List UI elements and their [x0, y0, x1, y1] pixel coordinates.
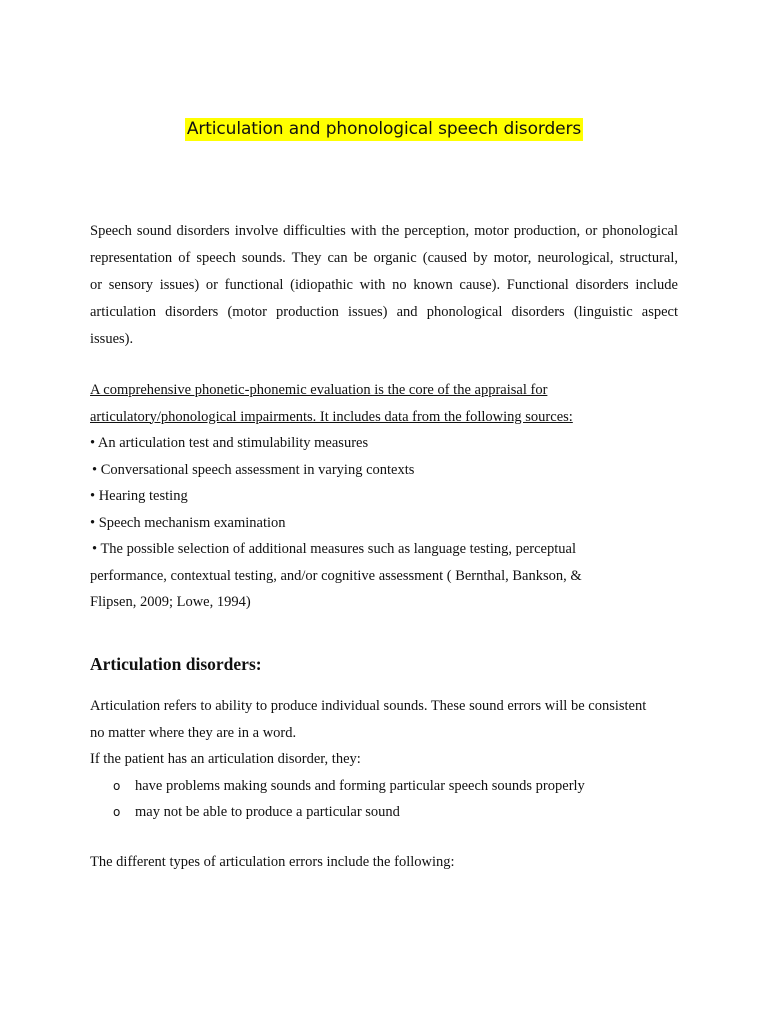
source-item: • Conversational speech assessment in varying contexts	[92, 461, 415, 478]
articulation-section	[90, 693, 690, 826]
list-item-text: have problems making sounds and forming particular speech sounds properly	[135, 777, 585, 794]
articulation-lead: If the patient has an articulation disorder, they:	[90, 751, 361, 767]
source-item: • Speech mechanism examination	[90, 514, 286, 531]
source-item-continuation: Flipsen, 2009; Lowe, 1994)	[90, 594, 251, 610]
evaluation-section	[90, 377, 690, 616]
list-item-text: may not be able to produce a particular sound	[135, 804, 400, 820]
intro-line: or sensory issues) or functional (idiopathic with no known cause). Functional disorders include	[90, 277, 678, 293]
intro-line: articulation disorders (motor production issues) and phonological disorders (linguistic aspect	[90, 304, 678, 320]
source-item: • The possible selection of additional measures such as language testing, perceptual	[92, 541, 576, 557]
definition-line: no matter where they are in a word.	[90, 724, 297, 741]
intro-line: Speech sound disorders involve difficulties with the perception, motor production, or phonological	[90, 223, 678, 239]
articulation-heading: Articulation disorders:	[90, 654, 262, 674]
source-item-continuation: performance, contextual testing, and/or cognitive assessment ( Bernthal, Bankson, &	[90, 567, 582, 584]
intro-paragraph	[90, 218, 678, 353]
circle-bullet-icon: o	[113, 805, 121, 819]
circle-bullet-icon: o	[113, 778, 121, 793]
articulation-symptom-list	[90, 773, 690, 826]
list-item	[90, 799, 690, 826]
evaluation-heading-line: articulatory/phonological impairments. It includes data from the following sources:	[90, 408, 573, 425]
document-title: Articulation and phonological speech disorders	[186, 119, 582, 139]
definition-line: Articulation refers to ability to produce individual sounds. These sound errors will be consistent	[90, 698, 647, 714]
list-item	[90, 773, 690, 800]
source-item: • Hearing testing	[90, 488, 188, 504]
evaluation-heading-line: A comprehensive phonetic-phonemic evaluation is the core of the appraisal for	[90, 382, 548, 398]
title-container	[0, 118, 768, 141]
intro-line: representation of speech sounds. They can be organic (caused by motor, neurological, structural,	[90, 250, 678, 266]
types-intro: The different types of articulation errors include the following:	[90, 854, 455, 870]
intro-line: issues).	[90, 331, 134, 347]
source-item: • An articulation test and stimulability measures	[90, 435, 369, 451]
